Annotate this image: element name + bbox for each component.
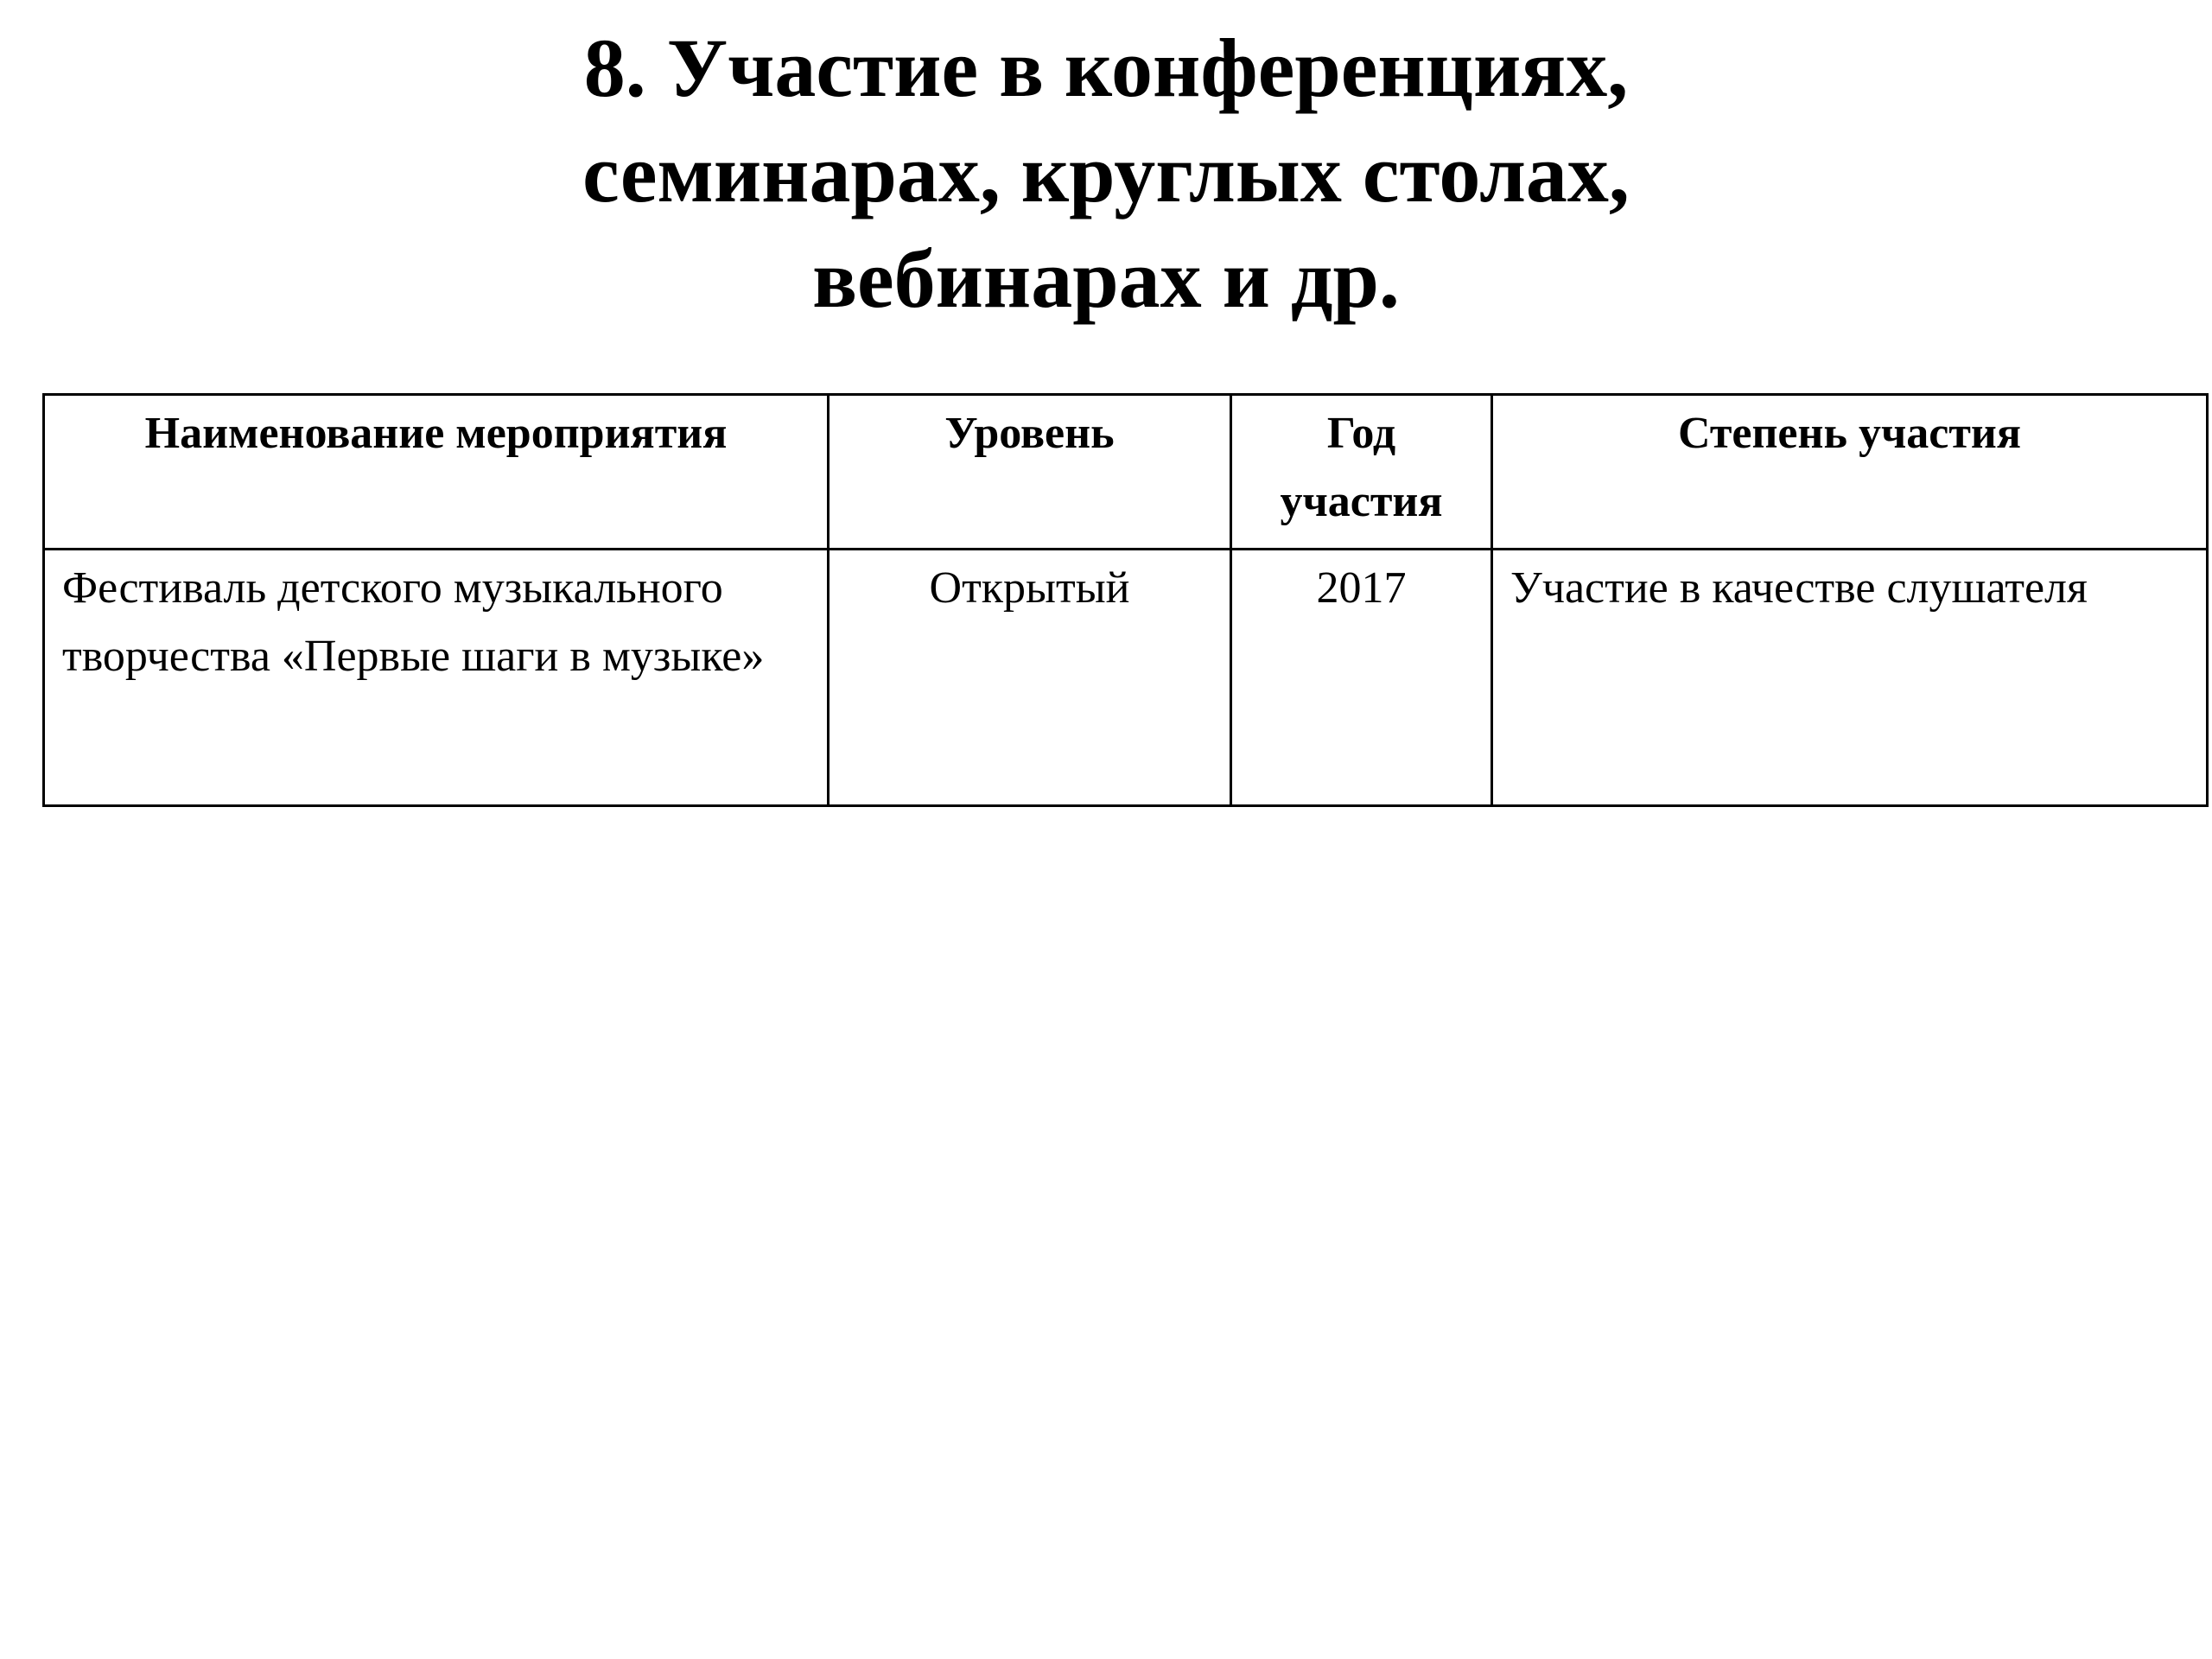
header-year: Год участия — [1231, 395, 1492, 550]
cell-event-name: Фестиваль детского музыкального творчества «Первые шаги в музыке» — [44, 550, 829, 806]
events-table — [42, 393, 2209, 807]
table-row — [44, 550, 2208, 806]
table-header-row — [44, 395, 2208, 550]
title-line-3: вебинарах и др. — [812, 232, 1400, 325]
title-line-1: 8. Участие в конференциях, — [583, 22, 1629, 114]
cell-level: Открытый — [829, 550, 1231, 806]
page-title — [0, 16, 2212, 332]
cell-participation: Участие в качестве слушателя — [1492, 550, 2208, 806]
header-event-name: Наименование мероприятия — [44, 395, 829, 550]
title-line-2: семинарах, круглых столах, — [582, 127, 1630, 219]
header-level: Уровень — [829, 395, 1231, 550]
header-participation: Степень участия — [1492, 395, 2208, 550]
cell-year: 2017 — [1231, 550, 1492, 806]
